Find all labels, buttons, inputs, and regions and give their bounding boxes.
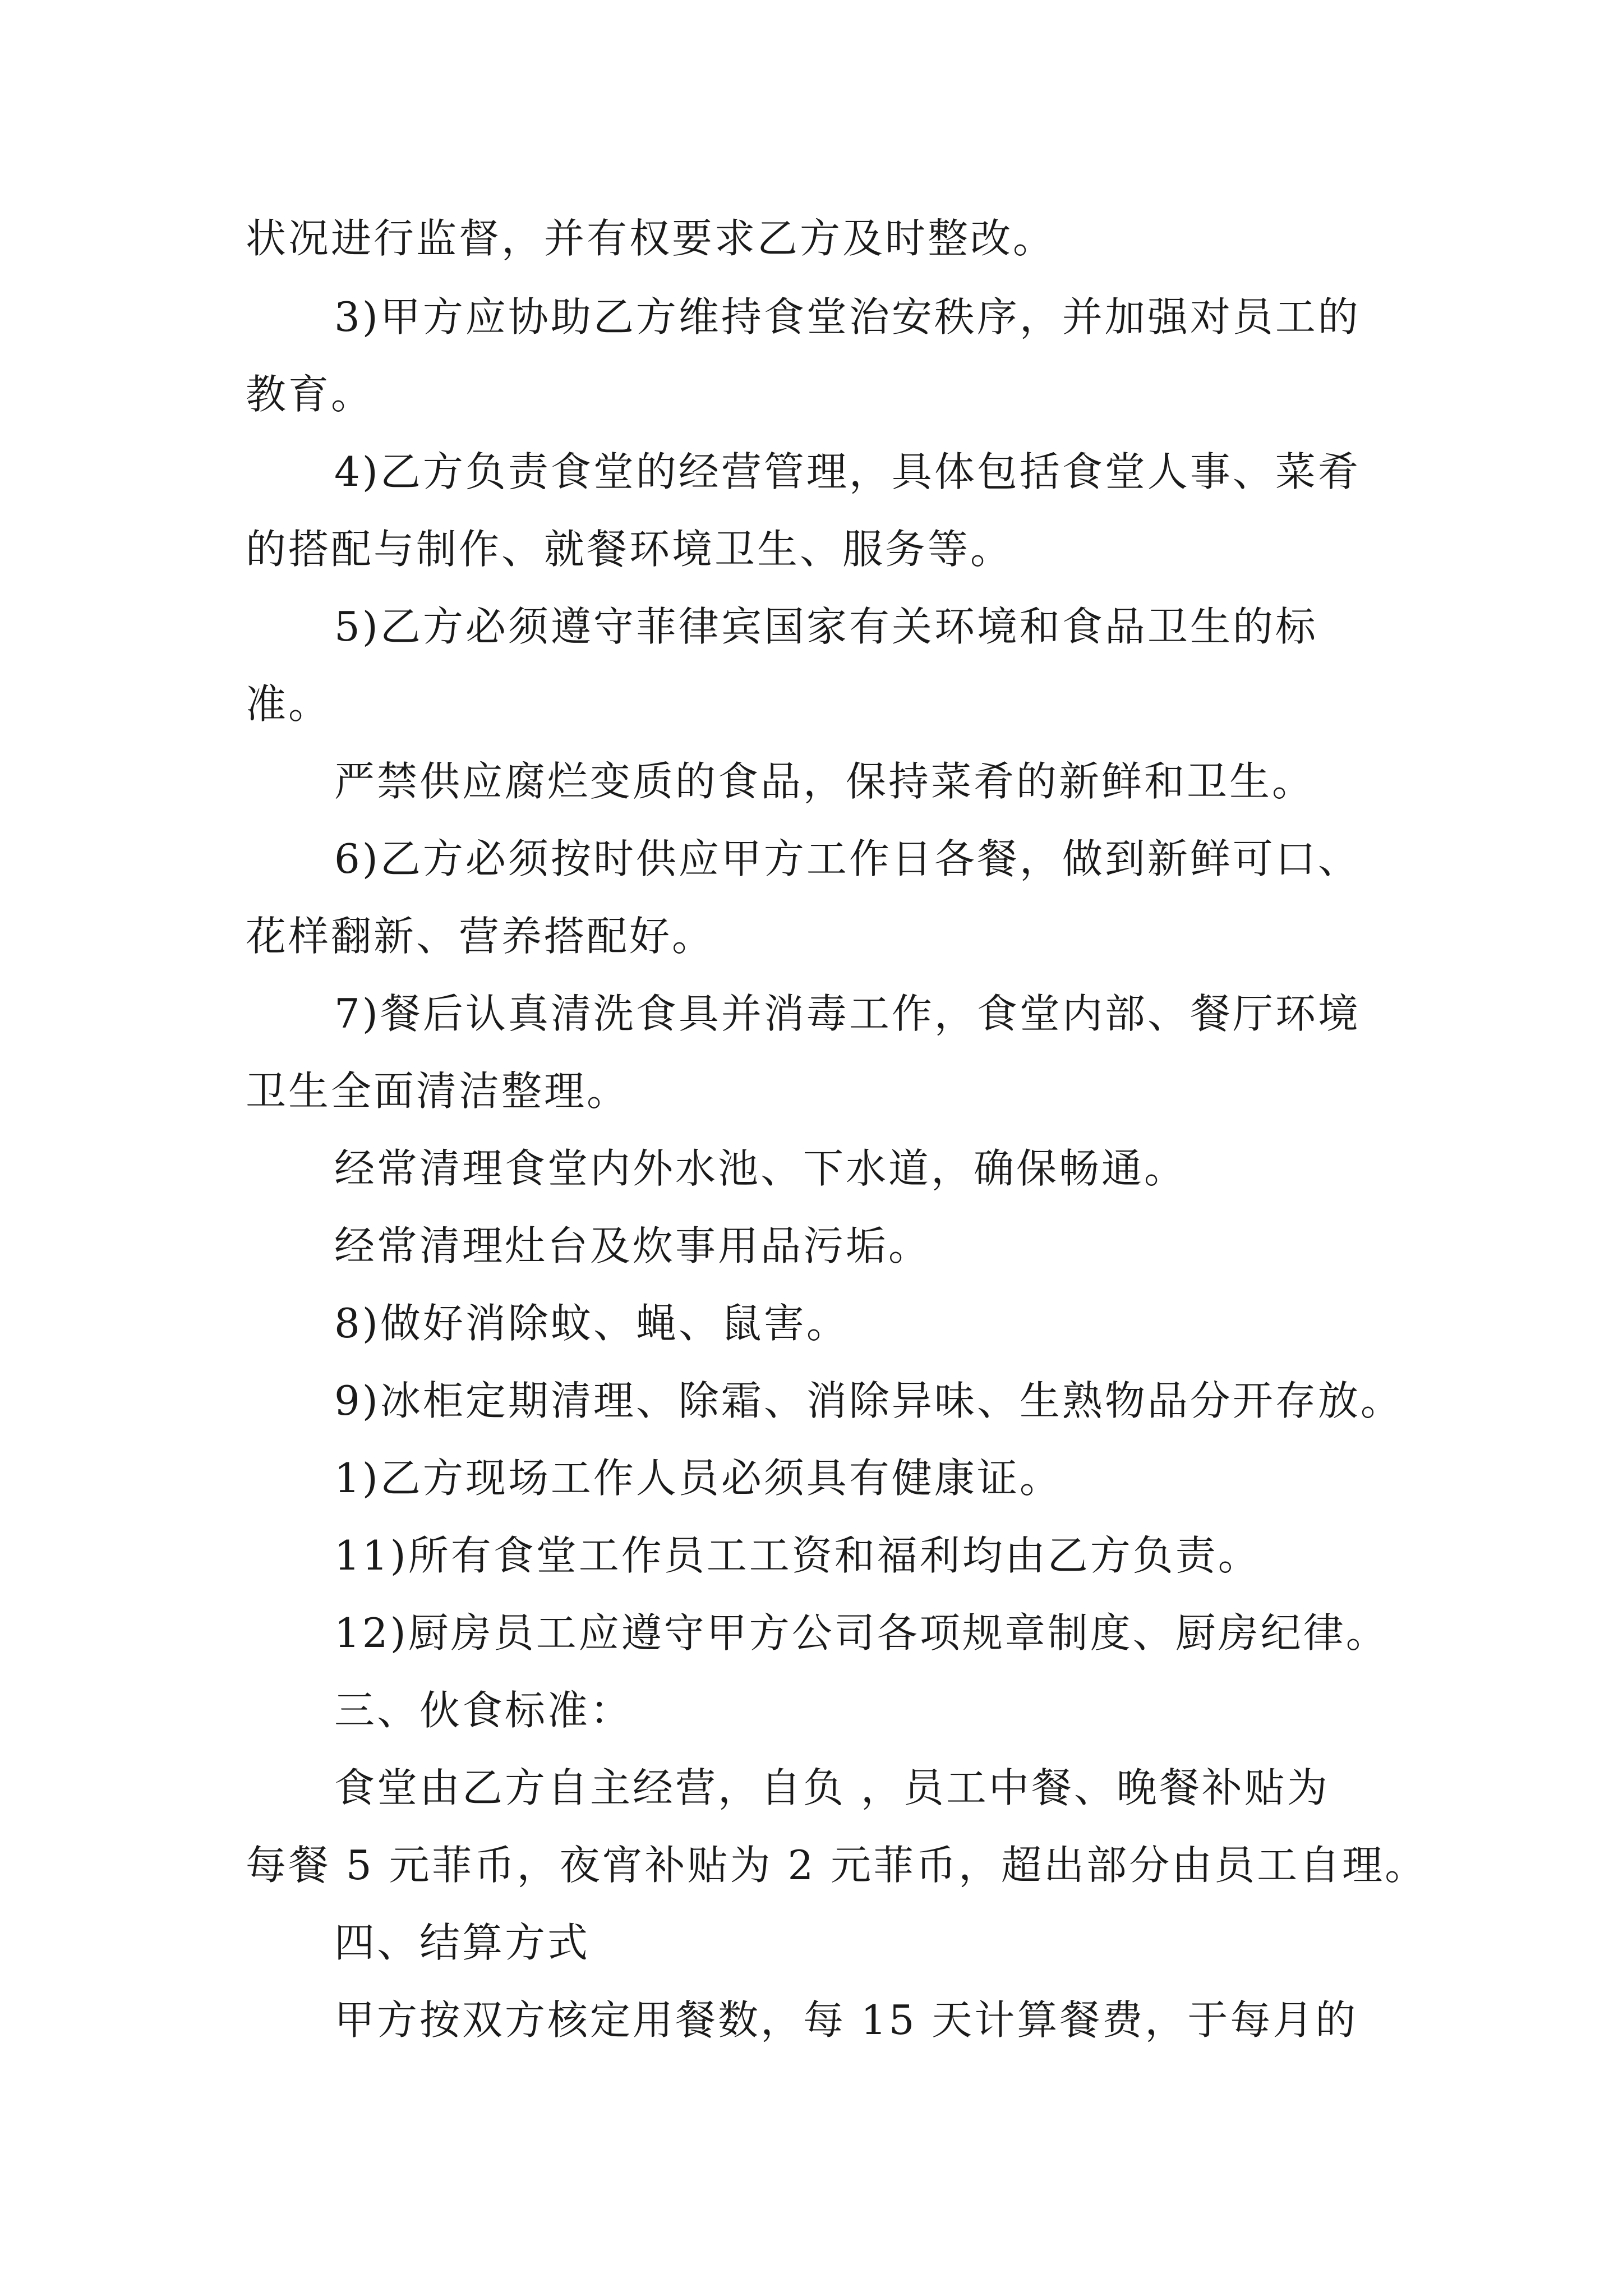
text-line: 1)乙方现场工作人员必须具有健康证。: [334, 1455, 1062, 1502]
text-line: 4)乙方负责食堂的经营管理，具体包括食堂人事、菜肴: [334, 448, 1361, 495]
text-line: 5)乙方必须遵守菲律宾国家有关环境和食品卫生的标: [334, 603, 1318, 650]
text-line: 卫生全面清洁整理。: [246, 1068, 630, 1115]
text-line: 3)甲方应协助乙方维持食堂治安秩序，并加强对员工的: [334, 293, 1361, 341]
text-line: 甲方按双方核定用餐数，每 15 天计算餐费，于每月的: [334, 1996, 1358, 2044]
section-heading: 四、结算方式: [334, 1919, 591, 1966]
text-line: 状况进行监督，并有权要求乙方及时整改。: [246, 215, 1056, 262]
text-line: 8)做好消除蚊、蝇、鼠害。: [334, 1300, 849, 1347]
text-line: 准。: [246, 680, 331, 728]
text-line: 9)冰柜定期清理、除霜、消除异味、生熟物品分开存放。: [334, 1377, 1403, 1424]
text-line: 每餐 5 元菲币，夜宵补贴为 2 元菲币，超出部分由员工自理。: [246, 1842, 1428, 1889]
text-line: 花样翻新、营养搭配好。: [246, 913, 715, 960]
text-line: 的搭配与制作、就餐环境卫生、服务等。: [246, 526, 1013, 573]
text-line: 6)乙方必须按时供应甲方工作日各餐，做到新鲜可口、: [334, 835, 1361, 882]
text-line: 教育。: [246, 371, 374, 418]
text-line: 11)所有食堂工作员工工资和福利均由乙方负责。: [334, 1532, 1261, 1579]
text-line: 食堂由乙方自主经营，自负 ，员工中餐、晚餐补贴为: [334, 1764, 1330, 1811]
text-line: 12)厨房员工应遵守甲方公司各项规章制度、厨房纪律。: [334, 1609, 1389, 1657]
text-line: 严禁供应腐烂变质的食品，保持菜肴的新鲜和卫生。: [334, 758, 1315, 805]
text-line: 7)餐后认真清洗食具并消毒工作，食堂内部、餐厅环境: [334, 990, 1361, 1037]
section-heading: 三、伙食标准：: [334, 1687, 633, 1734]
text-line: 经常清理灶台及炊事用品污垢。: [334, 1222, 932, 1269]
text-line: 经常清理食堂内外水池、下水道，确保畅通。: [334, 1145, 1187, 1192]
